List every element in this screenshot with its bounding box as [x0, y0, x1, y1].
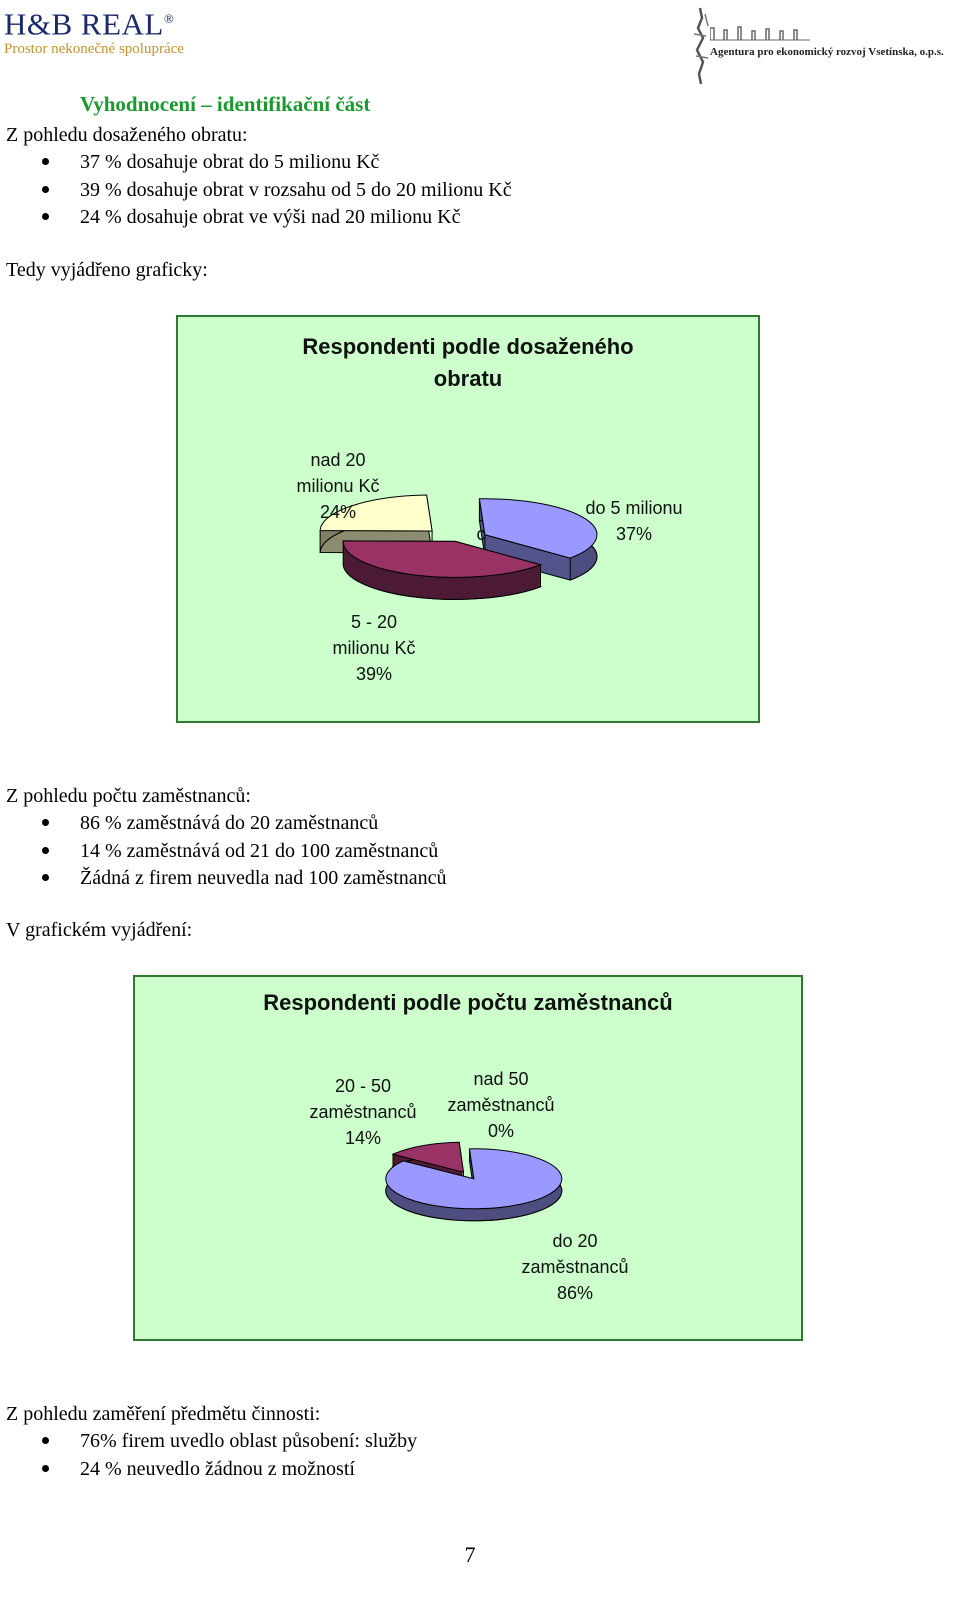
- pie-label-value: 86%: [556, 1283, 594, 1303]
- agency-name: Agentura pro ekonomický rozvoj Vsetínska, o.p.s.: [710, 46, 944, 58]
- employees-bullet-1: 86 % zaměstnává do 20 zaměstnanců: [80, 812, 379, 834]
- employees-intro: Z pohledu počtu zaměstnanců:: [6, 785, 251, 807]
- pie-label-value: 24%: [319, 502, 357, 522]
- pie-label-20-50: [295, 1073, 431, 1151]
- pie-label-under-20: [507, 1228, 643, 1306]
- bullet-dot: [42, 158, 49, 165]
- pie-label-value: 39%: [355, 664, 393, 684]
- pie-label-under-5m: [564, 495, 704, 547]
- hb-real-logo: [4, 2, 184, 58]
- pie-label-line: nad 20: [310, 450, 366, 470]
- agency-skyline-icon: [710, 22, 940, 42]
- bullet-dot: [42, 186, 49, 193]
- activity-bullet-1: 76% firem uvedlo oblast působení: služby: [80, 1430, 418, 1452]
- bullet-dot: [42, 874, 49, 881]
- turnover-chart: [176, 315, 760, 723]
- employees-bullet-2: 14 % zaměstnává od 21 do 100 zaměstnanců: [80, 840, 439, 862]
- pie-label-value: 37%: [615, 524, 653, 544]
- pie-label-line: zaměstnanců: [447, 1095, 555, 1115]
- pie-label-line: 5 - 20: [350, 612, 398, 632]
- pie-label-line: 20 - 50: [334, 1076, 392, 1096]
- employees-bullet-3: Žádná z firem neuvedla nad 100 zaměstnanců: [80, 867, 447, 889]
- turnover-bullet-2: 39 % dosahuje obrat v rozsahu od 5 do 20 milionu Kč: [80, 179, 512, 201]
- pie-label-over-50: [433, 1066, 569, 1144]
- pie-label-line: do 5 milionu: [585, 498, 683, 518]
- pie-label-line: nad 50: [473, 1069, 529, 1089]
- pie-label-line: milionu Kč: [296, 476, 380, 496]
- bullet-dot: [42, 1465, 49, 1472]
- pie-stray-label: c: [476, 524, 486, 544]
- hb-real-brand: H&B REAL®: [4, 6, 175, 42]
- employees-pie: [135, 977, 805, 1343]
- pie-label-line: do 20: [552, 1231, 598, 1251]
- turnover-bullet-3: 24 % dosahuje obrat ve výši nad 20 milionu Kč: [80, 206, 461, 228]
- turnover-chart-title-line-1: Respondenti podle dosaženého: [302, 334, 634, 359]
- activity-bullet-2: 24 % neuvedlo žádnou z možností: [80, 1458, 355, 1480]
- pie-label-line: milionu Kč: [332, 638, 416, 658]
- pie-label-line: zaměstnanců: [521, 1257, 629, 1277]
- pie-label-over-20m: [268, 447, 408, 525]
- agency-logo: [688, 4, 958, 86]
- pie-label-value: 14%: [344, 1128, 382, 1148]
- employees-graph-intro: V grafickém vyjádření:: [6, 919, 193, 941]
- employees-chart: [133, 975, 803, 1341]
- page-number: 7: [464, 1542, 476, 1567]
- turnover-graph-intro: Tedy vyjádřeno graficky:: [6, 259, 208, 281]
- hb-real-tagline: Prostor nekonečné spolupráce: [4, 41, 184, 58]
- pie-label-line: zaměstnanců: [309, 1102, 417, 1122]
- bullet-dot: [42, 847, 49, 854]
- pie-label-5-20m: [304, 609, 444, 687]
- bullet-dot: [42, 1437, 49, 1444]
- turnover-intro: Z pohledu dosaženého obratu:: [6, 124, 248, 146]
- activity-intro: Z pohledu zaměření předmětu činnosti:: [6, 1403, 321, 1425]
- pie-label-value: 0%: [487, 1121, 514, 1141]
- agency-emblem-icon: [688, 4, 718, 86]
- section-title: Vyhodnocení – identifikační část: [80, 92, 371, 116]
- turnover-bullet-1: 37 % dosahuje obrat do 5 milionu Kč: [80, 151, 380, 173]
- bullet-dot: [42, 213, 49, 220]
- turnover-chart-title-line-2: obratu: [433, 366, 503, 391]
- employees-chart-title: Respondenti podle počtu zaměstnanců: [263, 990, 673, 1015]
- bullet-dot: [42, 819, 49, 826]
